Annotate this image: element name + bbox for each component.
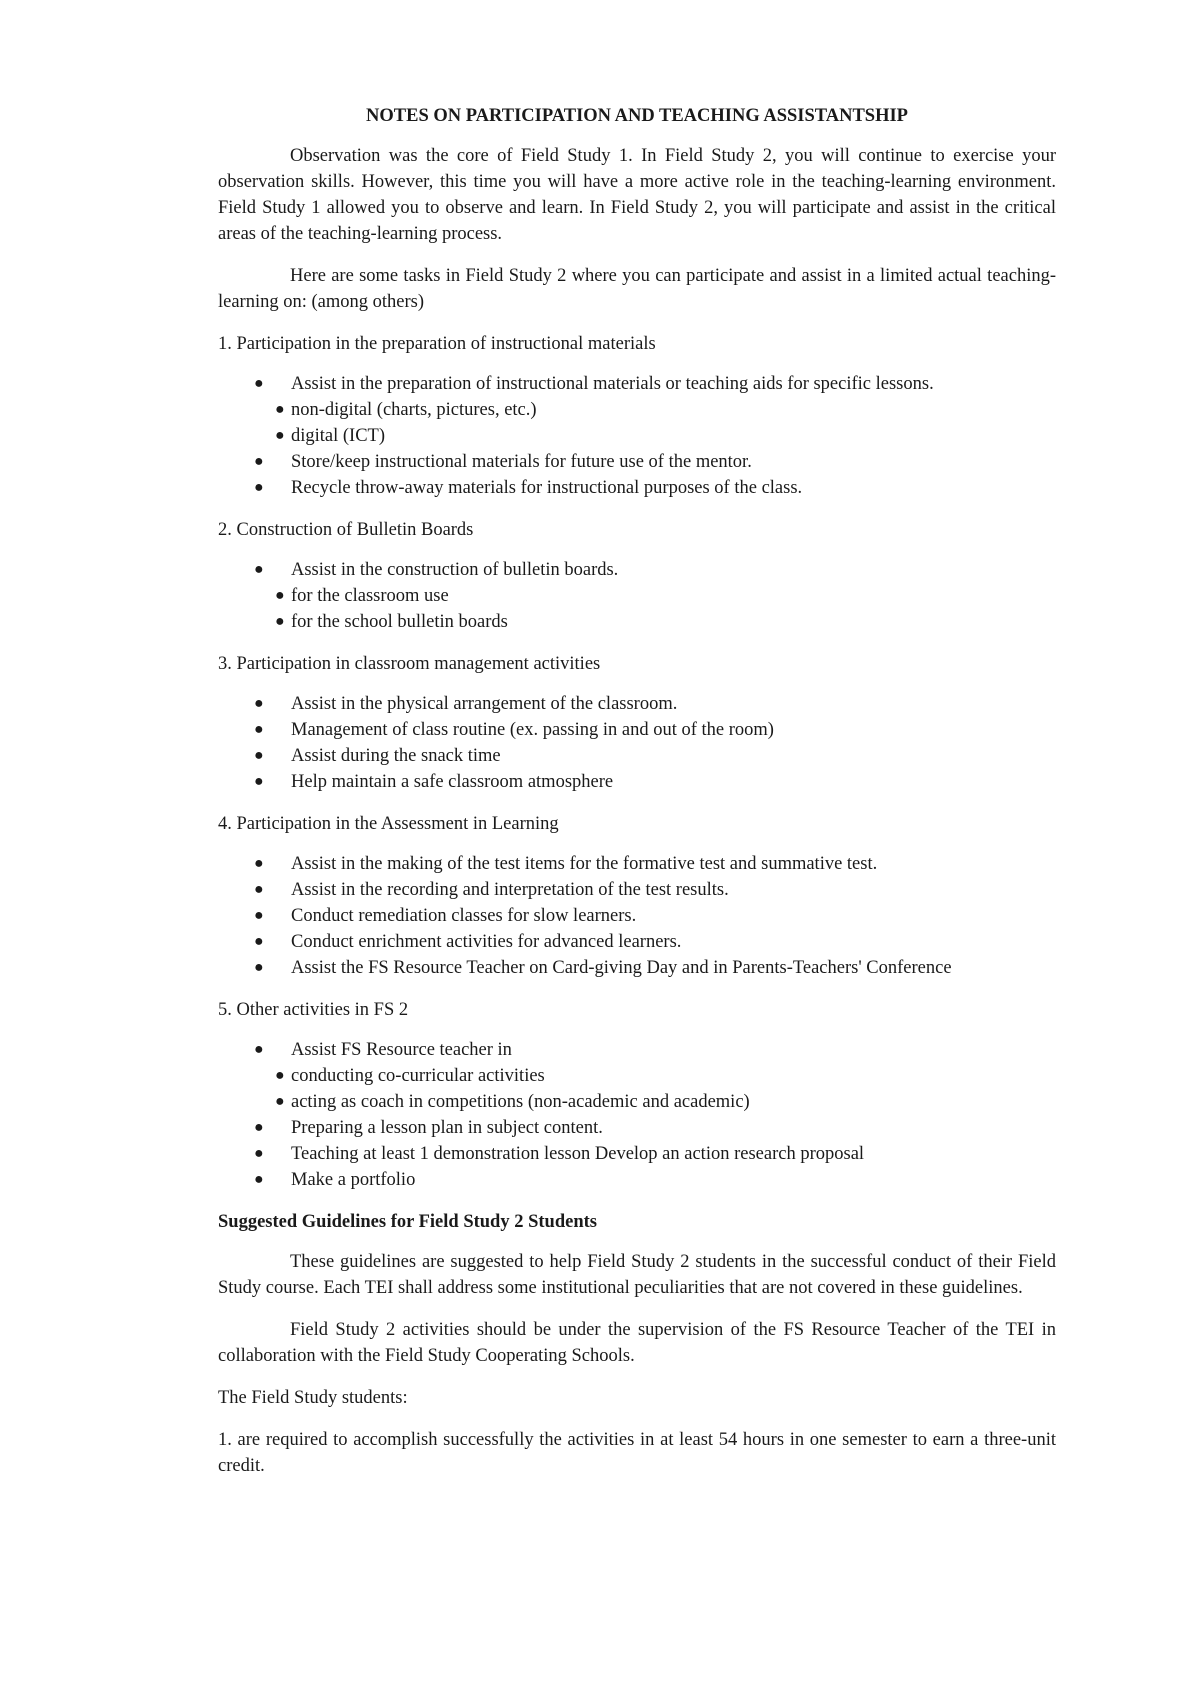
list-item — [218, 1063, 1056, 1089]
list-item — [218, 877, 1056, 903]
task-list — [218, 371, 1056, 501]
list-item — [218, 743, 1056, 769]
list-item — [218, 1115, 1056, 1141]
list-item-text: for the classroom use — [291, 586, 449, 606]
bullet-icon: ● — [254, 721, 264, 738]
bullet-icon: ● — [254, 375, 264, 392]
list-item — [218, 955, 1056, 981]
bullet-icon: ● — [254, 561, 264, 578]
list-item-text: Store/keep instructional materials for future use of the mentor. — [291, 452, 752, 472]
guidelines-heading: Suggested Guidelines for Field Study 2 Students — [218, 1212, 597, 1232]
list-item — [218, 609, 1056, 635]
bullet-icon: ● — [254, 773, 264, 790]
list-item-text: conducting co-curricular activities — [291, 1066, 545, 1086]
bullet-icon: ● — [254, 1041, 264, 1058]
intro-paragraph-1: Observation was the core of Field Study 1. In Field Study 2, you will continue to exercise your observation skills. However, this time you will have a more active role in the teaching-learning environment. Field Study 1 allowed you to observe and learn. In Field Study 2, you will participate and assist in the critical areas of the teaching-learning process. — [218, 146, 1056, 244]
bullet-icon: ● — [254, 959, 264, 976]
list-item-text: Teaching at least 1 demonstration lesson Develop an action research proposal — [291, 1144, 865, 1164]
list-item — [218, 903, 1056, 929]
list-item-text: Assist the FS Resource Teacher on Card-giving Day and in Parents-Teachers' Conference — [291, 958, 952, 978]
list-item — [218, 449, 1056, 475]
list-item — [218, 583, 1056, 609]
bullet-icon: ● — [254, 695, 264, 712]
list-item-text: Management of class routine (ex. passing in and out of the room) — [291, 720, 774, 740]
bullet-icon: ● — [275, 401, 285, 418]
intro-paragraph-2: Here are some tasks in Field Study 2 where you can participate and assist in a limited actual teaching-learning on: (among others) — [218, 266, 1056, 312]
section-heading: 1. Participation in the preparation of instructional materials — [218, 334, 656, 354]
list-item-text: Help maintain a safe classroom atmosphere — [291, 772, 614, 792]
section-heading: 2. Construction of Bulletin Boards — [218, 520, 474, 540]
bullet-icon: ● — [275, 1067, 285, 1084]
bullet-icon: ● — [254, 1145, 264, 1162]
list-item — [218, 423, 1056, 449]
list-item-text: Assist in the preparation of instructional materials or teaching aids for specific lessons. — [291, 374, 934, 394]
bullet-icon: ● — [254, 453, 264, 470]
task-list — [218, 1037, 1056, 1193]
list-item — [218, 691, 1056, 717]
list-item-text: for the school bulletin boards — [291, 612, 508, 632]
list-item-text: Assist during the snack time — [291, 746, 501, 766]
list-item-text: Make a portfolio — [291, 1170, 416, 1190]
guidelines-lead-in: The Field Study students: — [218, 1388, 408, 1408]
bullet-icon: ● — [254, 1119, 264, 1136]
list-item-text: non-digital (charts, pictures, etc.) — [291, 400, 537, 420]
guidelines-item-1: 1. are required to accomplish successfully the activities in at least 54 hours in one semester to earn a three-unit credit. — [218, 1430, 1056, 1476]
bullet-icon: ● — [254, 1171, 264, 1188]
list-item-text: Assist in the construction of bulletin boards. — [291, 560, 619, 580]
section-heading: 3. Participation in classroom management activities — [218, 654, 601, 674]
task-list — [218, 851, 1056, 981]
section-heading: 5. Other activities in FS 2 — [218, 1000, 409, 1020]
list-item-text: digital (ICT) — [291, 426, 386, 446]
list-item-text: Conduct enrichment activities for advanced learners. — [291, 932, 682, 952]
task-list — [218, 691, 1056, 795]
bullet-icon: ● — [275, 427, 285, 444]
bullet-icon: ● — [275, 613, 285, 630]
list-item — [218, 717, 1056, 743]
list-item-text: Assist in the physical arrangement of the classroom. — [291, 694, 678, 714]
guidelines-paragraph-1: These guidelines are suggested to help Field Study 2 students in the successful conduct of their Field Study course. Each TEI shall address some institutional peculiarities that are not covered in these guidelines. — [218, 1252, 1056, 1298]
list-item — [218, 1167, 1056, 1193]
list-item — [218, 557, 1056, 583]
list-item — [218, 475, 1056, 501]
list-item — [218, 769, 1056, 795]
bullet-icon: ● — [275, 587, 285, 604]
document-page — [218, 103, 1056, 1495]
bullet-icon: ● — [254, 907, 264, 924]
list-item-text: Assist FS Resource teacher in — [291, 1040, 512, 1060]
list-item — [218, 371, 1056, 397]
section-heading: 4. Participation in the Assessment in Learning — [218, 814, 559, 834]
list-item-text: Assist in the making of the test items for the formative test and summative test. — [291, 854, 878, 874]
bullet-icon: ● — [254, 747, 264, 764]
list-item-text: Recycle throw-away materials for instructional purposes of the class. — [291, 478, 803, 498]
bullet-icon: ● — [254, 855, 264, 872]
task-list — [218, 557, 1056, 635]
list-item-text: Assist in the recording and interpretation of the test results. — [291, 880, 729, 900]
list-item — [218, 1089, 1056, 1115]
document-title: NOTES ON PARTICIPATION AND TEACHING ASSISTANTSHIP — [366, 106, 908, 126]
bullet-icon: ● — [254, 881, 264, 898]
list-item-text: Preparing a lesson plan in subject content. — [291, 1118, 603, 1138]
list-item-text: Conduct remediation classes for slow learners. — [291, 906, 637, 926]
list-item — [218, 851, 1056, 877]
list-item — [218, 1141, 1056, 1167]
guidelines-paragraph-2: Field Study 2 activities should be under the supervision of the FS Resource Teacher of the TEI in collaboration with the Field Study Cooperating Schools. — [218, 1320, 1056, 1366]
bullet-icon: ● — [275, 1093, 285, 1110]
bullet-icon: ● — [254, 933, 264, 950]
list-item — [218, 1037, 1056, 1063]
bullet-icon: ● — [254, 479, 264, 496]
task-sections — [218, 331, 1056, 1193]
list-item — [218, 929, 1056, 955]
list-item-text: acting as coach in competitions (non-academic and academic) — [291, 1092, 750, 1112]
list-item — [218, 397, 1056, 423]
